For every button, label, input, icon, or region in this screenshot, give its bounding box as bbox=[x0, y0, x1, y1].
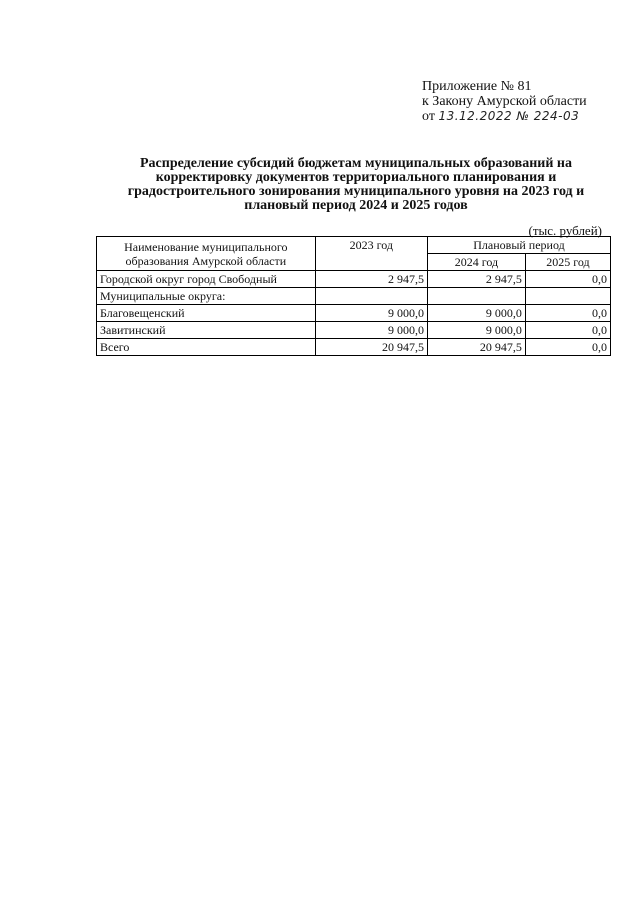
header-2024: 2024 год bbox=[428, 254, 526, 271]
row-name: Благовещенский bbox=[97, 305, 316, 322]
appendix-law-reference: к Закону Амурской области bbox=[422, 94, 587, 109]
table-header-row-1 bbox=[97, 237, 611, 254]
row-value-2023: 9 000,0 bbox=[315, 305, 427, 322]
table-row-blagoveshchensky bbox=[97, 305, 611, 322]
row-name: Городской округ город Свободный bbox=[97, 271, 316, 288]
row-value-2025: 0,0 bbox=[525, 271, 610, 288]
row-value-2023: 20 947,5 bbox=[315, 339, 427, 356]
empty-cell bbox=[525, 288, 610, 305]
table-row-svobodny bbox=[97, 271, 611, 288]
row-value-2024: 2 947,5 bbox=[428, 271, 526, 288]
header-2023: 2023 год bbox=[315, 237, 427, 271]
row-value-2025: 0,0 bbox=[525, 305, 610, 322]
row-name: Завитинский bbox=[97, 322, 316, 339]
header-2025: 2025 год bbox=[525, 254, 610, 271]
row-name: Всего bbox=[97, 339, 316, 356]
table-row-zavitinsky bbox=[97, 322, 611, 339]
row-value-2023: 2 947,5 bbox=[315, 271, 427, 288]
units-label: (тыс. рублей) bbox=[528, 223, 602, 238]
subsidy-table bbox=[96, 236, 611, 356]
appendix-number: Приложение № 81 bbox=[422, 79, 532, 94]
appendix-date-prefix: от bbox=[422, 109, 435, 124]
handwritten-date: 13.12.2022 № 224-03 bbox=[438, 109, 580, 123]
table-row-districts-header bbox=[97, 288, 611, 305]
row-value-2024: 9 000,0 bbox=[428, 322, 526, 339]
row-value-2024: 20 947,5 bbox=[428, 339, 526, 356]
header-planned-period: Плановый период bbox=[428, 237, 611, 254]
row-value-2025: 0,0 bbox=[525, 322, 610, 339]
empty-cell bbox=[428, 288, 526, 305]
row-value-2025: 0,0 bbox=[525, 339, 610, 356]
row-value-2024: 9 000,0 bbox=[428, 305, 526, 322]
header-name: Наименование муниципального образования Амурской области bbox=[97, 237, 316, 271]
table-row-total bbox=[97, 339, 611, 356]
empty-cell bbox=[315, 288, 427, 305]
row-value-2023: 9 000,0 bbox=[315, 322, 427, 339]
document-title: Распределение субсидий бюджетам муниципальных образований на корректировку документов территориального планирования и градостроительного зонирования муниципального уровня на 2023 год и плановый период 2024 и 2025 годов bbox=[127, 156, 585, 213]
section-header-districts: Муниципальные округа: bbox=[97, 288, 316, 305]
appendix-header bbox=[422, 79, 587, 124]
appendix-date-line bbox=[422, 109, 587, 124]
